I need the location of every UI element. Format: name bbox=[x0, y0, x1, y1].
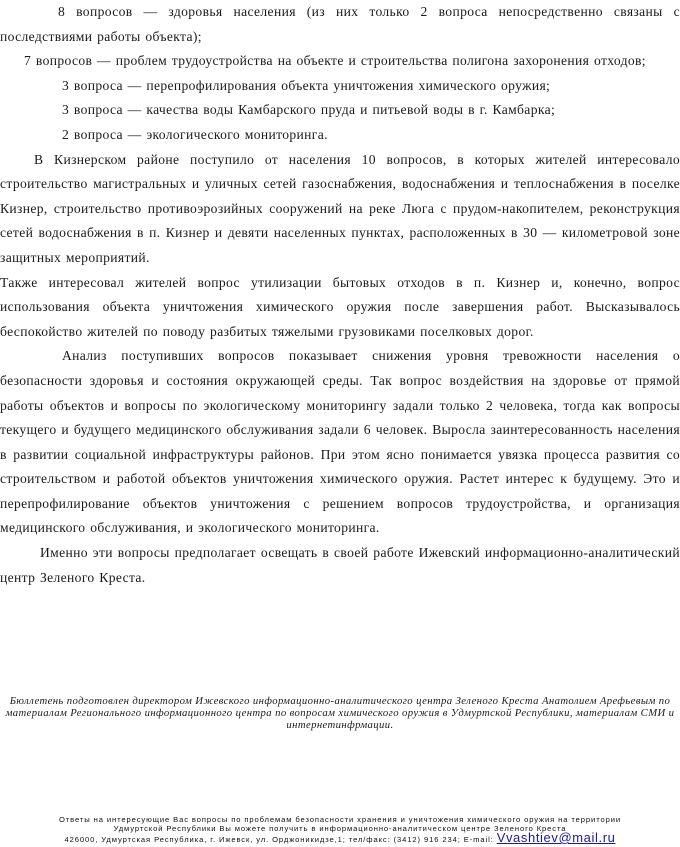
footer-line-1: Ответы на интересующие Вас вопросы по проблемам безопасности хранения и уничтожения химического оружия на территории bbox=[58, 815, 622, 824]
paragraph-water-questions: 3 вопроса — качества воды Камбарского пруда и питьевой воды в г. Камбарка; bbox=[62, 102, 556, 118]
email-link[interactable]: Vvashtiev@mail.ru bbox=[496, 830, 616, 845]
bulletin-credits: Бюллетень подготовлен директором Ижевского информационно-аналитического центра Зеленого Креста Анатолием Арефьевым по материалам Регионального информационного центра по вопросам химического оружия в Удмуртской Республики, материалам СМИ и интернетинфрмации. bbox=[5, 695, 675, 731]
paragraph-reprofiling-questions: 3 вопроса — перепрофилирования объекта уничтожения химического оружия; bbox=[62, 77, 551, 93]
paragraph-health-questions: 8 вопросов — здоровья населения (из них только 2 вопроса непосредственно связаны с последствиями работы объекта); bbox=[0, 4, 680, 44]
paragraph-employment-questions: 7 вопросов — проблем трудоустройства на объекте и строительства полигона захоронения отходов; bbox=[24, 53, 646, 69]
footer-line-3 bbox=[0, 830, 680, 845]
paragraph-kizner-district: В Кизнерском районе поступило от населения 10 вопросов, в которых жителей интересовало строительство магистральных и уличных сетей газоснабжения, водоснабжения и теплоснабжения в поселке Кизнер, строительство противоэрозийных сооружений на реке Люга с прудом-накопителем, реконструкция сетей водоснабжения в п. Кизнер и девяти населенных пунктах, расположенных в 30 — километровой зоне защитных мероприятий. bbox=[0, 151, 680, 265]
contact-footer bbox=[0, 815, 680, 844]
paragraph-analysis: Анализ поступивших вопросов показывает снижения уровня тревожности населения о безопасности здоровья и состояния окружающей среды. Так вопрос воздействия на здоровье от прямой работы объектов и вопросы по экологическому мониторингу задали только 2 человека, тогда как вопросы текущего и будущего медицинского обслуживания задали 6 человек. Выросла заинтересованность населения в развитии социальной инфраструктуры районов. При этом ясно понимается увязка процесса развития со строительством и работой объектов уничтожения химического оружия. Растет интерес к будущему. Это и перепрофилирование объектов уничтожения с решением вопросов трудоустройства, и организация медицинского обслуживания, и экологического мониторинга. bbox=[0, 348, 680, 536]
paragraph-izhevsk-center: Именно эти вопросы предполагает освещать в своей работе Ижевский информационно-аналитический центр Зеленого Креста. bbox=[0, 545, 680, 585]
footer-address: 426000, Удмуртская Республика, г. Ижевск, ул. Орджоникидзе,1; тел/факс: (3412) 916 234; E-mail: bbox=[64, 835, 494, 844]
footer-line-2: Удмуртской Республики Вы можете получить в информационно-аналитическом центре Зеленого Креста bbox=[113, 824, 567, 833]
paragraph-kizner-waste: Также интересовал жителей вопрос утилизации бытовых отходов в п. Кизнер и, конечно, вопрос использования объекта уничтожения химического оружия после завершения работ. Высказывалось беспокойство жителей по поводу разбитых тяжелыми грузовиками поселковых дорог. bbox=[0, 274, 680, 339]
paragraph-monitoring-questions: 2 вопроса — экологического мониторинга. bbox=[62, 126, 328, 142]
